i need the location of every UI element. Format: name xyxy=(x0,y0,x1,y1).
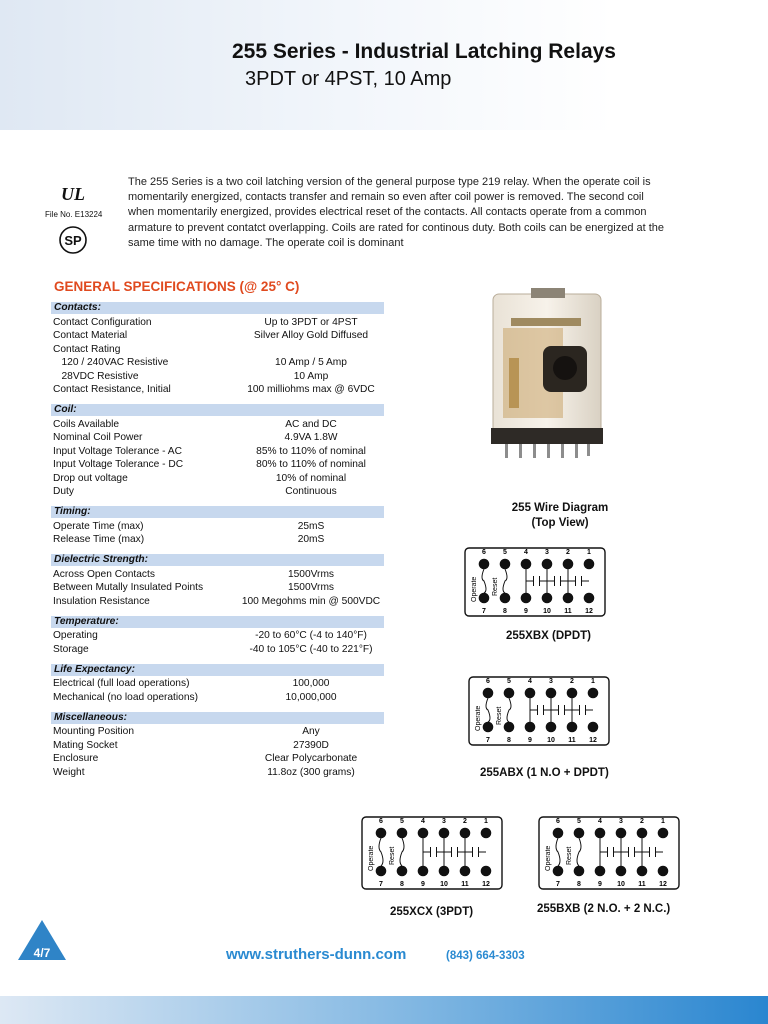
pin xyxy=(658,828,669,839)
intro-paragraph: The 255 Series is a two coil latching version of the general purpose type 219 relay. When the operate coil is momentarily energized, contacts transfer and remain so even after coil power is removed. The second coil when momentarily energized, provides electrical reset of the contacts. All contacts operate from a common armature to prevent contatct overlapping. Coils are rated for continous duty. Both coils can be energized at the same time with no damage. The operate coil is dominant xyxy=(128,176,665,249)
pin xyxy=(397,828,408,839)
pin-number: 3 xyxy=(619,818,623,825)
spec-label: 120 / 240VAC Resistive xyxy=(53,357,169,368)
pin xyxy=(584,559,595,570)
header-band xyxy=(0,0,768,130)
pin-number: 2 xyxy=(640,818,644,825)
spec-value: Any xyxy=(302,726,320,737)
operate-label: Operate xyxy=(368,845,375,871)
pin-number: 12 xyxy=(585,608,593,615)
section-timing: Timing: xyxy=(51,506,384,518)
pin-number: 10 xyxy=(547,737,555,744)
spec-label: Storage xyxy=(53,643,89,655)
pin-number: 3 xyxy=(545,549,549,556)
relay-photo xyxy=(483,288,613,466)
page-title: 255 Series - Industrial Latching Relays xyxy=(232,40,616,63)
spec-label: Drop out voltage xyxy=(53,472,128,484)
spec-value: 100,000 xyxy=(292,678,330,689)
spec-value: -40 to 105°C (-40 to 221°F) xyxy=(249,643,373,655)
pin xyxy=(637,866,648,877)
section-dielectric: Dielectric Strength: xyxy=(51,554,384,566)
pin-number: 6 xyxy=(556,818,560,825)
pin-number: 6 xyxy=(482,549,486,556)
reset-label: Reset xyxy=(389,846,396,865)
pin xyxy=(584,593,595,604)
spec-value: 100 milliohms max @ 6VDC xyxy=(247,384,375,395)
pin xyxy=(479,559,490,570)
spec-value: 27390D xyxy=(293,739,329,751)
spec-row xyxy=(51,383,384,397)
spec-row xyxy=(51,595,384,609)
pin-number: 2 xyxy=(566,549,570,556)
pin xyxy=(542,559,553,570)
pin-number: 12 xyxy=(589,737,597,744)
pin xyxy=(542,593,553,604)
operate-label: Operate xyxy=(475,705,482,731)
pin-number: 8 xyxy=(577,881,581,888)
diagram-255xbx xyxy=(462,546,608,618)
pin-number: 1 xyxy=(591,678,595,685)
diagram-label: 255BXB (2 N.O. + 2 N.C.) xyxy=(537,903,671,915)
spec-value: 25mS xyxy=(297,520,325,532)
diagram-label: 255ABX (1 N.O + DPDT) xyxy=(480,767,609,779)
pin-number: 6 xyxy=(379,818,383,825)
pin-number: 10 xyxy=(617,881,625,888)
diagram-255bxb xyxy=(536,815,682,891)
spec-row xyxy=(51,725,384,739)
spec-label: Operating xyxy=(53,630,98,641)
pin xyxy=(595,866,606,877)
pin xyxy=(504,722,515,733)
spec-label: Across Open Contacts xyxy=(53,568,155,580)
spec-label: Input Voltage Tolerance - AC xyxy=(53,445,182,457)
pin-number: 11 xyxy=(461,881,469,888)
spec-value: 1500Vrms xyxy=(287,568,335,580)
spec-label: Electrical (full load operations) xyxy=(53,678,190,689)
spec-label: Contact Rating xyxy=(53,343,121,355)
pin xyxy=(397,866,408,877)
spec-value: 10,000,000 xyxy=(285,691,337,703)
pin xyxy=(563,559,574,570)
pin xyxy=(504,688,515,699)
section-temperature: Temperature: xyxy=(51,616,384,628)
spec-row xyxy=(51,370,384,384)
pin-number: 10 xyxy=(440,881,448,888)
spec-value xyxy=(238,343,384,357)
specs-table xyxy=(51,302,384,779)
spec-row xyxy=(51,677,384,691)
pin-number: 4 xyxy=(421,818,425,825)
pin xyxy=(616,828,627,839)
pin xyxy=(546,722,557,733)
pin xyxy=(553,828,564,839)
pin xyxy=(376,828,387,839)
pin xyxy=(481,828,492,839)
pin xyxy=(500,593,511,604)
spec-value: 100 Megohms min @ 500VDC xyxy=(241,595,381,607)
spec-value: 4.9VA 1.8W xyxy=(284,432,338,443)
pin xyxy=(481,866,492,877)
spec-label: Coils Available xyxy=(53,418,120,430)
spec-label: Mounting Position xyxy=(53,726,134,737)
pin xyxy=(521,593,532,604)
pin-number: 8 xyxy=(503,608,507,615)
page-number: 4/7 xyxy=(33,946,51,960)
spec-row xyxy=(51,329,384,343)
spec-row xyxy=(51,752,384,766)
reset-label: Reset xyxy=(566,846,573,865)
spec-label: Contact Configuration xyxy=(53,316,152,328)
pin-number: 4 xyxy=(598,818,602,825)
section-contacts: Contacts: xyxy=(51,302,384,314)
pin xyxy=(439,866,450,877)
spec-row xyxy=(51,418,384,432)
spec-value: 20mS xyxy=(297,534,325,545)
pin xyxy=(479,593,490,604)
spec-row xyxy=(51,472,384,486)
pin xyxy=(521,559,532,570)
spec-value: 10% of nominal xyxy=(275,472,347,484)
spec-row xyxy=(51,485,384,499)
pin xyxy=(483,688,494,699)
spec-label: Contact Resistance, Initial xyxy=(53,384,171,395)
pin-number: 7 xyxy=(486,737,490,744)
spec-label: Input Voltage Tolerance - DC xyxy=(53,459,184,470)
spec-value: Silver Alloy Gold Diffused xyxy=(253,330,369,341)
wire-diagram-title: 255 Wire Diagram (Top View) xyxy=(511,502,609,529)
diagram-label: 255XBX (DPDT) xyxy=(506,630,591,642)
spec-value: 80% to 110% of nominal xyxy=(256,459,366,470)
pin xyxy=(567,722,578,733)
page-subtitle: 3PDT or 4PST, 10 Amp xyxy=(245,68,452,90)
spec-label: Between Mutally Insulated Points xyxy=(53,582,204,593)
section-misc: Miscellaneous: xyxy=(51,712,384,724)
spec-value: -20 to 60°C (-4 to 140°F) xyxy=(255,630,367,641)
pin-number: 2 xyxy=(570,678,574,685)
spec-label: Enclosure xyxy=(53,753,99,764)
diagram-label: 255XCX (3PDT) xyxy=(390,906,474,918)
pin-number: 11 xyxy=(638,881,646,888)
spec-row xyxy=(51,568,384,582)
pin-number: 9 xyxy=(421,881,425,888)
pin xyxy=(637,828,648,839)
file-number: File No. E13224 xyxy=(45,210,103,219)
reset-label: Reset xyxy=(496,706,503,725)
pin xyxy=(525,722,536,733)
pin-number: 8 xyxy=(507,737,511,744)
spec-row xyxy=(51,691,384,705)
pin xyxy=(418,828,429,839)
general-specs-heading: GENERAL SPECIFICATIONS (@ 25° C) xyxy=(54,279,300,294)
pin xyxy=(483,722,494,733)
pin xyxy=(418,866,429,877)
section-coil: Coil: xyxy=(51,404,384,416)
spec-label: Insulation Resistance xyxy=(53,595,150,607)
spec-label: Nominal Coil Power xyxy=(53,432,143,443)
pin-number: 3 xyxy=(549,678,553,685)
pin-number: 12 xyxy=(482,881,490,888)
spec-row xyxy=(51,629,384,643)
pin-number: 1 xyxy=(587,549,591,556)
pin-number: 5 xyxy=(503,549,507,556)
pin xyxy=(658,866,669,877)
pin-number: 8 xyxy=(400,881,404,888)
pin xyxy=(595,828,606,839)
pin-number: 11 xyxy=(564,608,572,615)
pin-number: 9 xyxy=(598,881,602,888)
spec-row xyxy=(51,356,384,370)
spec-row xyxy=(51,739,384,753)
spec-value: 11.8oz (300 grams) xyxy=(267,766,355,778)
spec-row xyxy=(51,445,384,459)
operate-label: Operate xyxy=(471,576,478,602)
spec-value: 10 Amp xyxy=(293,370,329,382)
pin-number: 4 xyxy=(524,549,528,556)
pin-number: 5 xyxy=(400,818,404,825)
spec-label: Mating Socket xyxy=(53,739,118,751)
spec-row xyxy=(51,458,384,472)
pin-number: 9 xyxy=(524,608,528,615)
pin xyxy=(525,688,536,699)
pin-number: 7 xyxy=(482,608,486,615)
spec-row xyxy=(51,343,384,357)
pin-number: 6 xyxy=(486,678,490,685)
spec-row xyxy=(51,766,384,780)
pin-number: 7 xyxy=(556,881,560,888)
pin xyxy=(616,866,627,877)
reset-label: Reset xyxy=(492,577,499,596)
pin xyxy=(567,688,578,699)
spec-value: AC and DC xyxy=(285,418,337,430)
pin-number: 1 xyxy=(484,818,488,825)
spec-label: Mechanical (no load operations) xyxy=(53,691,198,703)
phone-number: (843) 664-3303 xyxy=(446,950,525,962)
pin xyxy=(563,593,574,604)
pin-number: 3 xyxy=(442,818,446,825)
pin xyxy=(553,866,564,877)
pin xyxy=(460,828,471,839)
diagram-255xcx xyxy=(359,815,505,891)
pin xyxy=(546,688,557,699)
pin xyxy=(500,559,511,570)
spec-label: 28VDC Resistive xyxy=(53,370,139,382)
spec-row xyxy=(51,643,384,657)
pin-number: 5 xyxy=(577,818,581,825)
svg-text:UL: UL xyxy=(61,184,85,204)
spec-row xyxy=(51,581,384,595)
spec-value: 85% to 110% of nominal xyxy=(256,445,366,457)
pin xyxy=(588,722,599,733)
spec-label: Contact Material xyxy=(53,330,128,341)
pin-number: 2 xyxy=(463,818,467,825)
spec-row xyxy=(51,431,384,445)
spec-label: Weight xyxy=(53,766,85,778)
pin xyxy=(574,828,585,839)
operate-label: Operate xyxy=(545,845,552,871)
spec-value: 1500Vrms xyxy=(287,582,335,593)
spec-label: Duty xyxy=(53,486,74,497)
pin-number: 10 xyxy=(543,608,551,615)
spec-row xyxy=(51,520,384,534)
spec-value: 10 Amp / 5 Amp xyxy=(275,357,347,368)
spec-row xyxy=(51,533,384,547)
spec-label: Release Time (max) xyxy=(53,534,145,545)
spec-label: Operate Time (max) xyxy=(53,520,144,532)
pin-number: 11 xyxy=(568,737,576,744)
ul-logo-icon xyxy=(58,182,88,206)
pin-number: 4 xyxy=(528,678,532,685)
footer-band xyxy=(0,996,768,1024)
pin-number: 12 xyxy=(659,881,667,888)
spec-row xyxy=(51,316,384,330)
pin xyxy=(376,866,387,877)
spec-value: Clear Polycarbonate xyxy=(264,753,358,764)
pin-number: 7 xyxy=(379,881,383,888)
csa-logo-icon xyxy=(58,225,88,255)
pin xyxy=(588,688,599,699)
website-link[interactable]: www.struthers-dunn.com xyxy=(226,946,407,963)
pin xyxy=(574,866,585,877)
pin-number: 1 xyxy=(661,818,665,825)
pin xyxy=(439,828,450,839)
pin-number: 9 xyxy=(528,737,532,744)
pin xyxy=(460,866,471,877)
section-life: Life Expectancy: xyxy=(51,664,384,676)
diagram-255abx xyxy=(466,675,612,747)
svg-text:SP: SP xyxy=(64,233,82,248)
spec-value: Continuous xyxy=(285,486,337,497)
pin-number: 5 xyxy=(507,678,511,685)
spec-value: Up to 3PDT or 4PST xyxy=(264,316,358,328)
